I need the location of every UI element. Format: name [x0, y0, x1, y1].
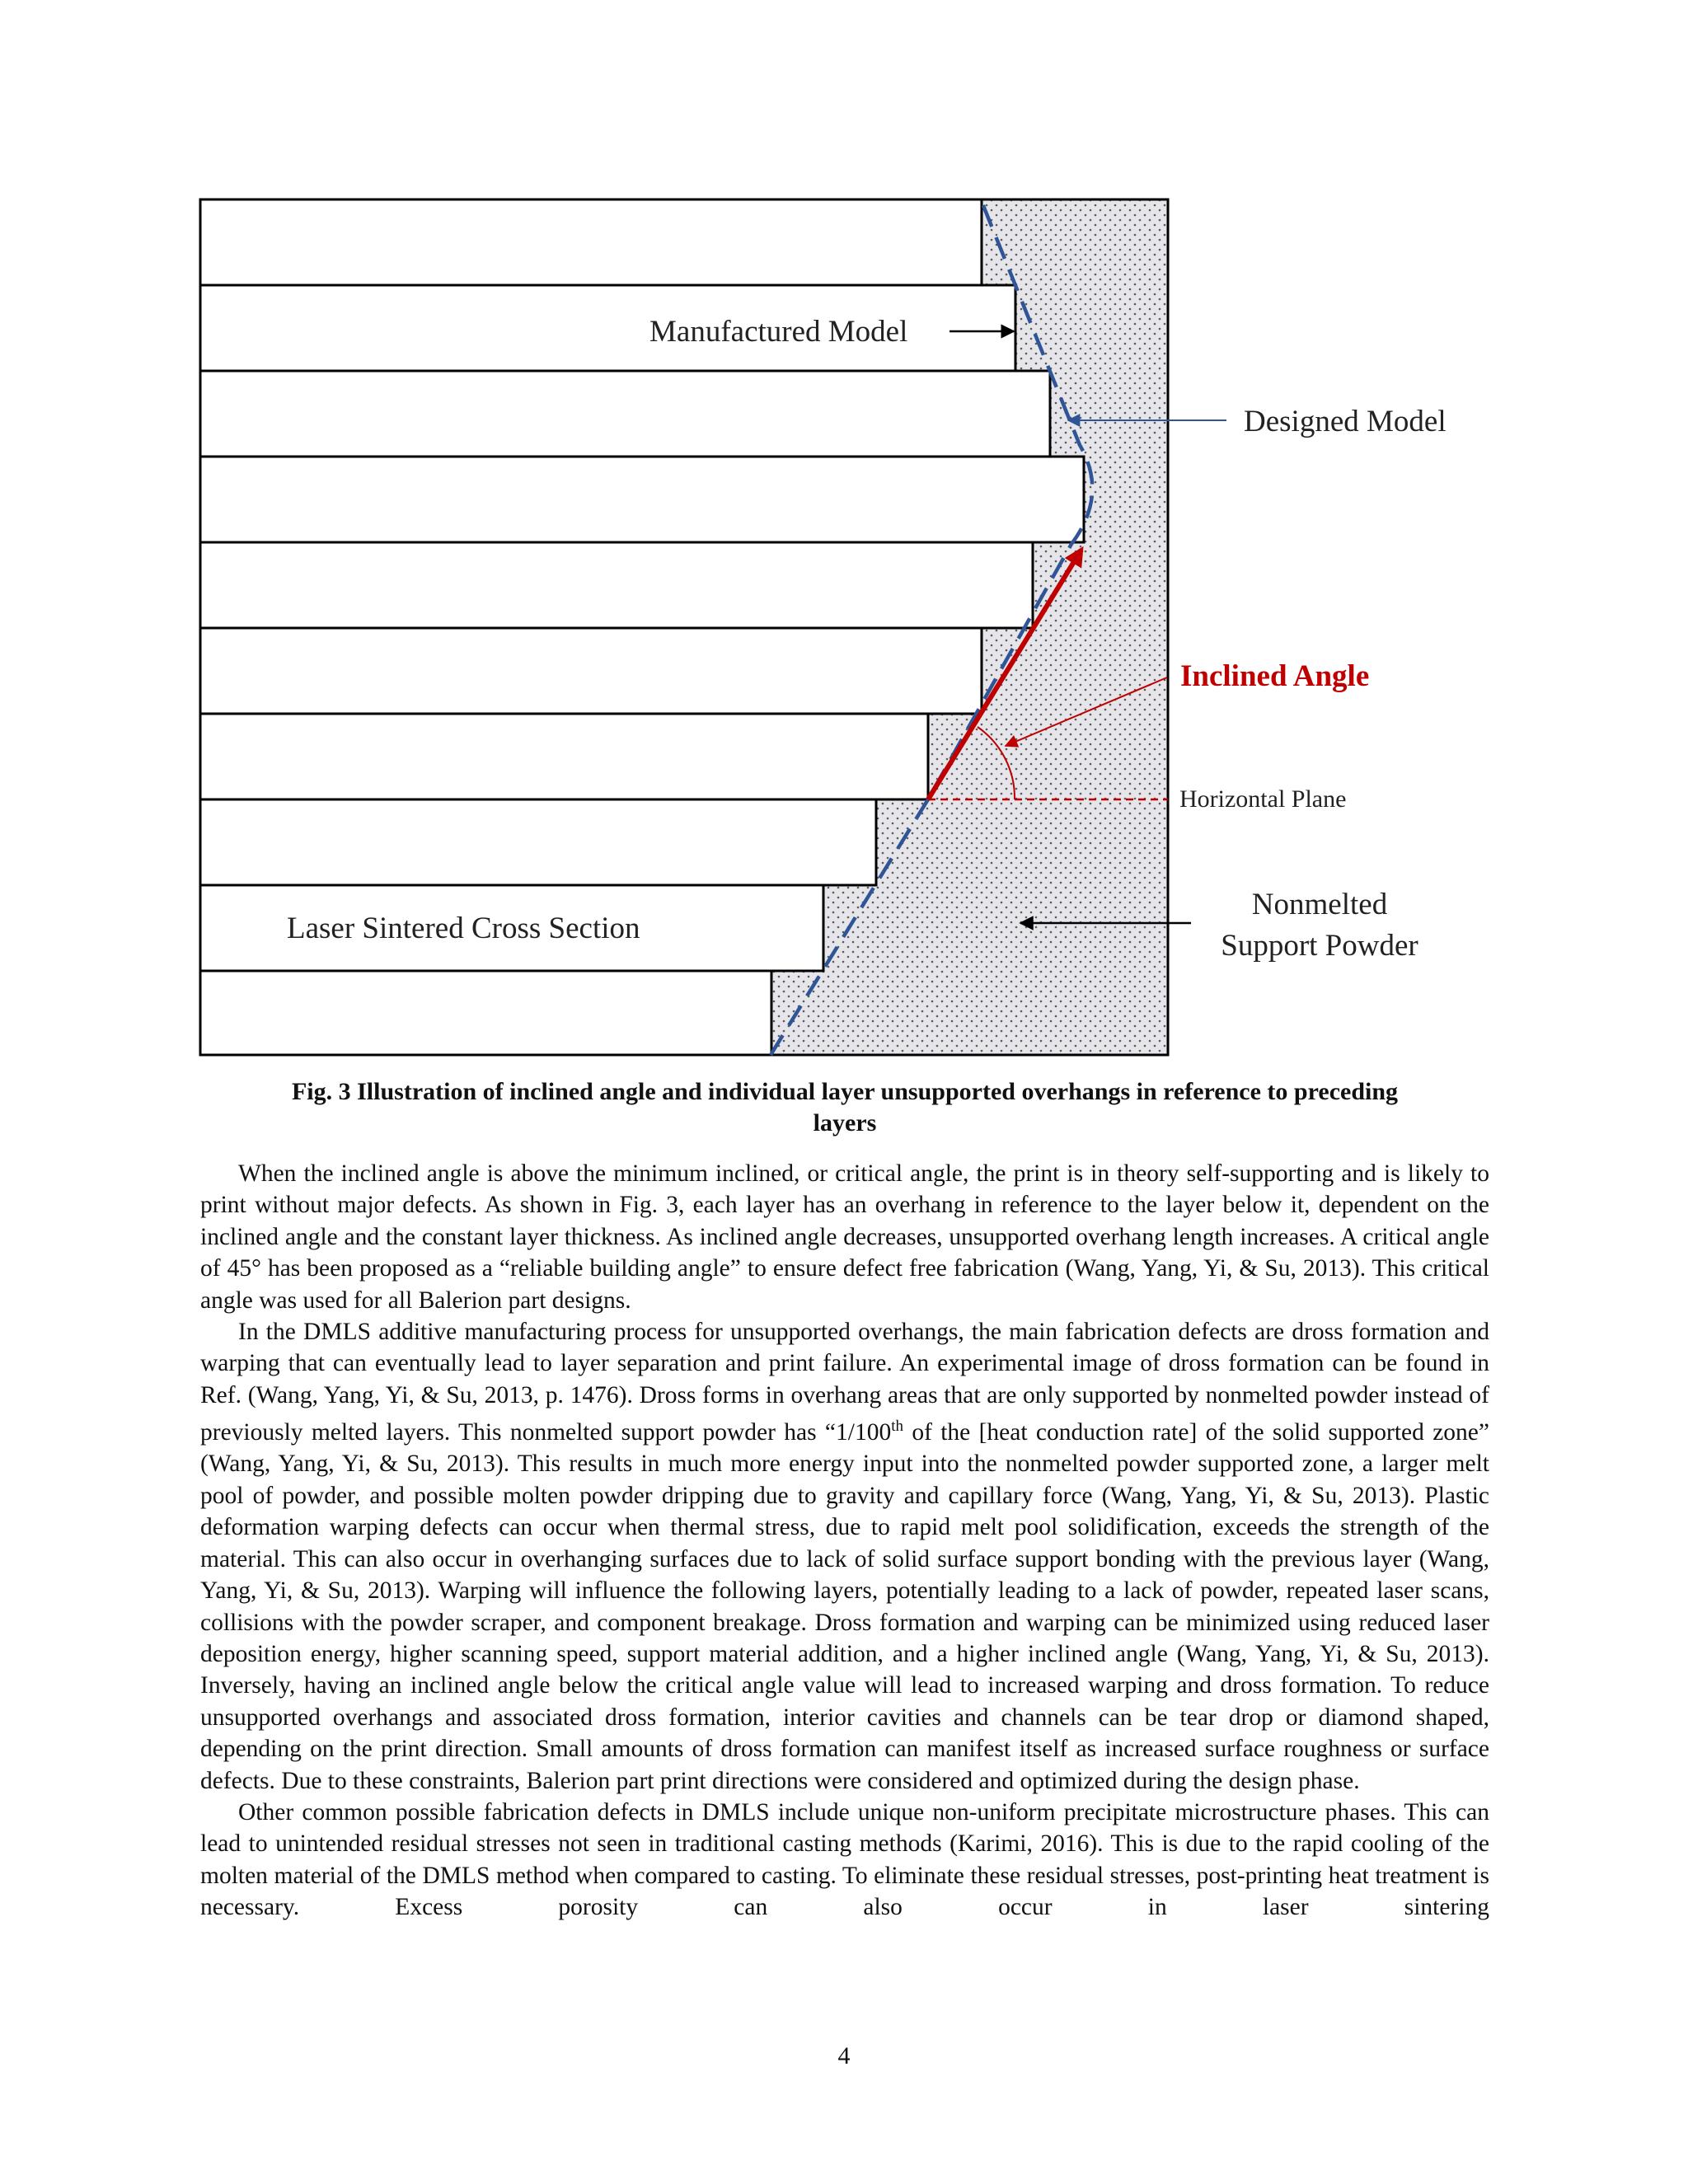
inclined-angle-figure — [0, 0, 1688, 1071]
page-number: 4 — [837, 2042, 851, 2069]
paragraph-3: Other common possible fabrication defects in DMLS include unique non-uniform precipitate microstructure phases. This can lead to unintended residual stresses not seen in traditional casting methods (Karimi, 2016). This is due to the rapid cooling of the molten material of the DMLS method when compared to casting. To eliminate these residual stresses, post-printing heat treatment is necessary. Excess porosity can also occur in laser sintering — [200, 1798, 1489, 1921]
caption-line-1: Fig. 3 Illustration of inclined angle and individual layer unsupported overhangs in reference to preceding — [291, 1078, 1399, 1105]
designed-model-label: Designed Model — [1244, 405, 1447, 438]
laser-sintered-label: Laser Sintered Cross Section — [287, 912, 640, 945]
nonmelted-label: Nonmelted — [1251, 888, 1388, 921]
layer-6 — [200, 628, 982, 714]
paragraph-2-superscript: th — [891, 1418, 903, 1436]
manufactured-model-label: Manufactured Model — [649, 315, 908, 349]
paragraph-2-part-1: In the DMLS additive manufacturing process for unsupported overhangs, the main fabrication defects are dross formation and warping that can eventually lead to layer separation and print failure. An experimental image of dross formation can be found in Ref. (Wang, Yang, Yi, & Su, 2013, p. 1476). Dross forms in overhang areas that are only supported by nonmelted powder instead of previously melted layers. This nonmelted support powder has “1/100 — [200, 1319, 1489, 1446]
layer-7 — [200, 714, 928, 799]
layer-8 — [200, 799, 876, 885]
support-powder-label: Support Powder — [1221, 929, 1418, 963]
layer-10 — [200, 971, 771, 1055]
caption-line-2: layers — [813, 1109, 877, 1137]
layer-5 — [200, 542, 1033, 628]
paragraph-1: When the inclined angle is above the minimum inclined, or critical angle, the print is in theory self-supporting and is likely to print without major defects. As shown in Fig. 3, each layer has an overhang in reference to the layer below it, dependent on the inclined angle and the constant layer thickness. As inclined angle decreases, unsupported overhang length increases. A critical angle of 45° has been proposed as a “reliable building angle” to ensure defect free fabrication (Wang, Yang, Yi, & Su, 2013). This critical angle was used for all Balerion part designs. — [200, 1160, 1489, 1314]
layer-1 — [200, 199, 982, 285]
layer-4 — [200, 457, 1084, 542]
body-text — [200, 1158, 1489, 1924]
layer-3 — [200, 371, 1050, 457]
inclined-angle-label: Inclined Angle — [1180, 659, 1370, 693]
paragraph-2-part-2: of the [heat conduction rate] of the solid supported zone” (Wang, Yang, Yi, & Su, 2013). This results in much more energy input into the nonmelted powder supported zone, a larger melt pool of powder, and possible molten powder dripping due to gravity and capillary force (Wang, Yang, Yi, & Su, 2013). Plastic deformation warping defects can occur when thermal stress, due to rapid melt pool solidification, exceeds the strength of the material. This can also occur in overhanging surfaces due to lack of solid surface support bonding with the previous layer (Wang, Yang, Yi, & Su, 2013). Warping will influence the following layers, potentially leading to a lack of powder, repeated laser scans, collisions with the powder scraper, and component breakage. Dross formation and warping can be minimized using reduced laser deposition energy, higher scanning speed, support material addition, and a higher inclined angle (Wang, Yang, Yi, & Su, 2013). Inversely, having an inclined angle below the critical angle value will lead to increased warping and dross formation. To reduce unsupported overhangs and associated dross formation, interior cavities and channels can be tear drop or diamond shaped, depending on the print direction. Small amounts of dross formation can manifest itself as increased surface roughness or surface defects. Due to these constraints, Balerion part print directions were considered and optimized during the design phase. — [200, 1419, 1489, 1794]
paragraph-2 — [200, 1316, 1489, 1797]
figure-caption — [200, 1076, 1489, 1139]
horizontal-plane-label: Horizontal Plane — [1179, 785, 1347, 813]
